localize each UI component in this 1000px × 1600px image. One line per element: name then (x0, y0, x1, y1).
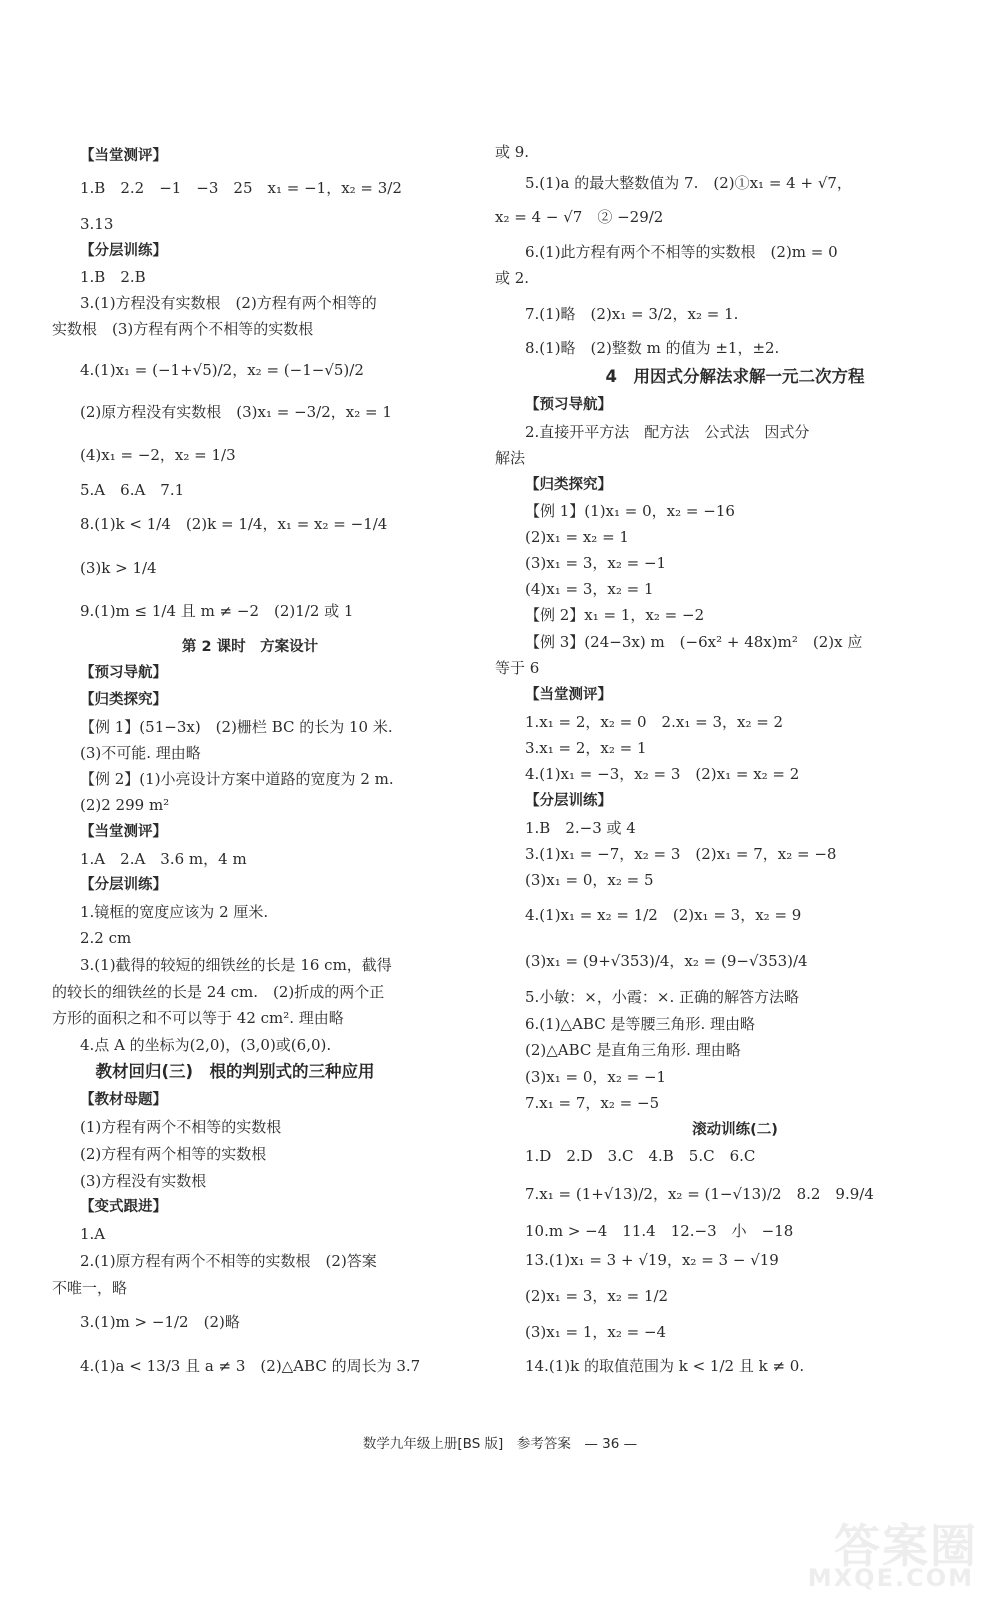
answer-line: 3.(1)方程没有实数根 (2)方程有两个相等的 (80, 294, 377, 312)
answer-line: (3)x₁ = 0，x₂ = −1 (525, 1068, 667, 1086)
answer-line: 1.D 2.D 3.C 4.B 5.C 6.C (525, 1147, 756, 1165)
answer-line: 2.2 cm (80, 929, 132, 947)
answer-line: 1.镜框的宽度应该为 2 厘米. (80, 903, 269, 921)
answer-line: 8.(1)k < 1/4 (2)k = 1/4，x₁ = x₂ = −1/4 (80, 515, 388, 533)
answer-line: 实数根 (3)方程有两个不相等的实数根 (52, 320, 314, 338)
answer-line: 【例 2】x₁ = 1，x₂ = −2 (525, 606, 705, 624)
answer-line: (2)2 299 m² (80, 796, 170, 814)
watermark-logo (792, 1510, 982, 1592)
section-heading: 【当堂测评】 (80, 824, 167, 840)
answer-line: 1.B 2.2 −1 −3 25 x₁ = −1，x₂ = 3/2 (80, 179, 402, 197)
answer-line: 7.(1)略 (2)x₁ = 3/2，x₂ = 1. (525, 305, 739, 323)
section-heading: 【归类探究】 (80, 692, 167, 708)
answer-line: (2)△ABC 是直角三角形. 理由略 (525, 1041, 741, 1059)
answer-line: (3)x₁ = 3，x₂ = −1 (525, 554, 667, 572)
answer-line: (3)x₁ = (9+√353)/4，x₂ = (9−√353)/4 (525, 952, 808, 970)
answer-line: 1.x₁ = 2，x₂ = 0 2.x₁ = 3，x₂ = 2 (525, 713, 784, 731)
answer-line: 方形的面积之和不可以等于 42 cm². 理由略 (52, 1009, 344, 1027)
answer-line: 9.(1)m ≤ 1/4 且 m ≠ −2 (2)1/2 或 1 (80, 602, 354, 620)
answer-line: 【例 2】(1)小亮设计方案中道路的宽度为 2 m. (80, 770, 394, 788)
answer-line: 6.(1)此方程有两个不相等的实数根 (2)m = 0 (525, 243, 838, 261)
answer-line: 1.B 2.−3 或 4 (525, 819, 636, 837)
answer-line: 3.(1)截得的较短的细铁丝的长是 16 cm，截得 (80, 956, 392, 974)
watermark-text: 答案圈 (834, 1519, 978, 1573)
answer-line: (2)x₁ = 3，x₂ = 1/2 (525, 1287, 669, 1305)
answer-line: 4.点 A 的坐标为(2,0)，(3,0)或(6,0). (80, 1036, 332, 1054)
answer-line: (2)x₁ = x₂ = 1 (525, 528, 629, 546)
answer-line: 4.(1)a < 13/3 且 a ≠ 3 (2)△ABC 的周长为 3.7 (80, 1357, 421, 1375)
answer-line: 4.(1)x₁ = −3，x₂ = 3 (2)x₁ = x₂ = 2 (525, 765, 800, 783)
answer-line: 5.小敏：×，小霞：×. 正确的解答方法略 (525, 988, 799, 1006)
answer-line: 3.(1)m > −1/2 (2)略 (80, 1313, 240, 1331)
section-heading: 【分层训练】 (525, 793, 612, 809)
chapter-title: 教材回归(三) 根的判别式的三种应用 (95, 1062, 375, 1081)
answer-line: 解法 (495, 449, 526, 467)
section-heading: 【分层训练】 (80, 877, 167, 893)
answer-line: 等于 6 (495, 659, 540, 677)
answer-line: 8.(1)略 (2)整数 m 的值为 ±1，±2. (525, 339, 780, 357)
answer-line: 1.A (80, 1225, 106, 1243)
answer-line: 7.x₁ = 7，x₂ = −5 (525, 1094, 660, 1112)
answer-line: 4.(1)x₁ = x₂ = 1/2 (2)x₁ = 3，x₂ = 9 (525, 906, 802, 924)
answer-line: 5.(1)a 的最大整数值为 7. (2)①x₁ = 4 + √7， (525, 174, 852, 192)
answer-line: 的较长的细铁丝的长是 24 cm. (2)折成的两个正 (52, 983, 385, 1001)
answer-line: 【例 1】(1)x₁ = 0，x₂ = −16 (525, 502, 735, 520)
answer-line: 3.13 (80, 215, 114, 233)
section-heading: 【当堂测评】 (525, 687, 612, 703)
answer-line: 10.m > −4 11.4 12.−3 小 −18 (525, 1222, 794, 1240)
answer-line: 或 9. (495, 143, 530, 161)
left-column (0, 0, 500, 1420)
answer-line: 3.(1)x₁ = −7，x₂ = 3 (2)x₁ = 7，x₂ = −8 (525, 845, 837, 863)
section-heading: 【归类探究】 (525, 477, 612, 493)
answer-line: 5.A 6.A 7.1 (80, 481, 185, 499)
answer-line: 【例 3】(24−3x) m (−6x² + 48x)m² (2)x 应 (525, 633, 863, 651)
answer-line: (3)k > 1/4 (80, 559, 157, 577)
answer-line: (1)方程有两个不相等的实数根 (80, 1118, 282, 1136)
answer-line: (3)x₁ = 0，x₂ = 5 (525, 871, 654, 889)
answer-line: 7.x₁ = (1+√13)/2，x₂ = (1−√13)/2 8.2 9.9/4 (525, 1185, 874, 1203)
answer-line: 1.B 2.B (80, 268, 146, 286)
answer-line: 3.x₁ = 2，x₂ = 1 (525, 739, 647, 757)
page-footer: 数学九年级上册[BS 版] 参考答案 — 36 — (362, 1436, 638, 1452)
answer-line: 14.(1)k 的取值范围为 k < 1/2 且 k ≠ 0. (525, 1357, 805, 1375)
answer-line: (3)x₁ = 1，x₂ = −4 (525, 1323, 667, 1341)
section-heading: 【预习导航】 (525, 397, 612, 413)
answer-line: 2.(1)原方程有两个不相等的实数根 (2)答案 (80, 1252, 377, 1270)
answer-line: 13.(1)x₁ = 3 + √19，x₂ = 3 − √19 (525, 1251, 779, 1269)
answer-line: (2)原方程没有实数根 (3)x₁ = −3/2，x₂ = 1 (80, 403, 392, 421)
answer-line: (3)方程没有实数根 (80, 1172, 207, 1190)
section-heading: 【当堂测评】 (80, 148, 167, 164)
watermark-url: MXQE.COM (807, 1564, 974, 1592)
lesson-title: 第 2 课时 方案设计 (181, 639, 319, 655)
answer-line: 【例 1】(51−3x) (2)栅栏 BC 的长为 10 米. (80, 718, 393, 736)
answer-line: 不唯一，略 (52, 1279, 128, 1297)
lesson-title: 滚动训练(二) (692, 1122, 778, 1138)
section-heading: 【分层训练】 (80, 243, 167, 259)
answer-line: (2)方程有两个相等的实数根 (80, 1145, 267, 1163)
answer-line: x₂ = 4 − √7 ② −29/2 (495, 208, 664, 226)
section-heading: 【变式跟进】 (80, 1199, 167, 1215)
answer-line: (3)不可能. 理由略 (80, 744, 201, 762)
section-heading: 【预习导航】 (80, 665, 167, 681)
section-heading: 【教材母题】 (80, 1092, 167, 1108)
answer-line: 4.(1)x₁ = (−1+√5)/2，x₂ = (−1−√5)/2 (80, 361, 364, 379)
answer-line: 或 2. (495, 269, 530, 287)
chapter-title: 4 用因式分解法求解一元二次方程 (605, 367, 865, 386)
right-column (495, 0, 1000, 1420)
answer-line: 1.A 2.A 3.6 m，4 m (80, 850, 247, 868)
answer-line: 2.直接开平方法 配方法 公式法 因式分 (525, 423, 810, 441)
answer-line: (4)x₁ = −2，x₂ = 1/3 (80, 446, 236, 464)
answer-line: (4)x₁ = 3，x₂ = 1 (525, 580, 654, 598)
answer-line: 6.(1)△ABC 是等腰三角形. 理由略 (525, 1015, 756, 1033)
